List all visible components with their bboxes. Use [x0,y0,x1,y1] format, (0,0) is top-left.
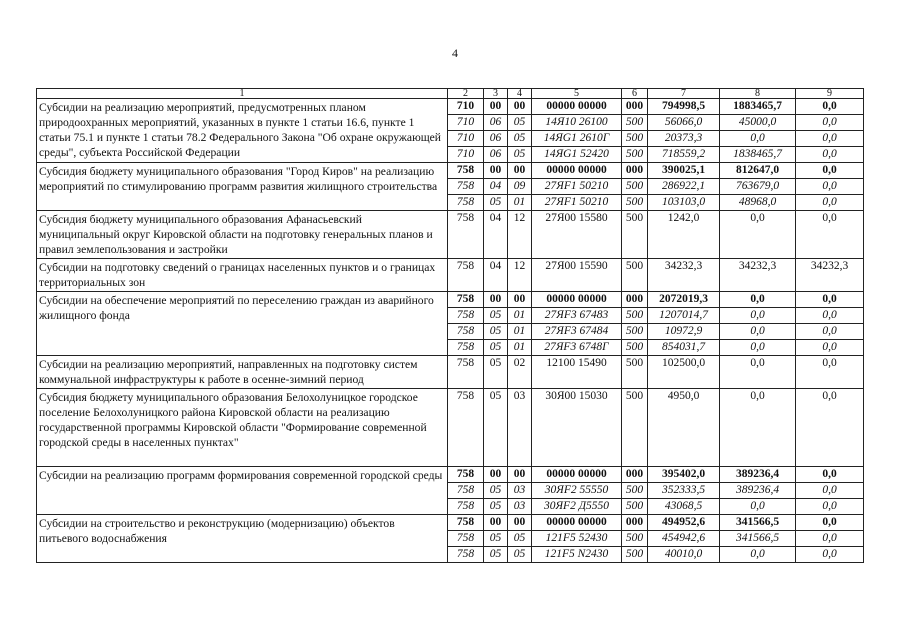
row-cell: 352333,5 [648,483,720,499]
row-cell: 0,0 [796,499,864,515]
row-cell: 000 [622,515,648,531]
row-cell: 2072019,3 [648,292,720,308]
row-cell: 763679,0 [720,179,796,195]
row-cell: 00 [508,163,532,179]
row-cell: 500 [622,324,648,340]
row-cell: 1242,0 [648,211,720,259]
row-cell: 04 [484,259,508,292]
row-cell: 0,0 [720,292,796,308]
row-cell: 12100 15490 [532,356,622,389]
row-cell: 05 [508,531,532,547]
row-cell: 06 [484,131,508,147]
row-cell: 4950,0 [648,389,720,467]
row-cell: 05 [484,356,508,389]
row-cell: 758 [448,483,484,499]
row-cell: 14ЯG1 2610Г [532,131,622,147]
row-cell: 710 [448,99,484,115]
row-cell: 00 [508,467,532,483]
header-cell: 1 [37,89,448,99]
row-cell: 341566,5 [720,515,796,531]
row-cell: 500 [622,259,648,292]
row-cell: 0,0 [796,531,864,547]
row-cell: 500 [622,195,648,211]
row-cell: 0,0 [796,163,864,179]
row-cell: 389236,4 [720,483,796,499]
row-cell: 0,0 [796,515,864,531]
row-cell: 05 [484,531,508,547]
row-cell: 0,0 [796,211,864,259]
row-cell: 0,0 [796,467,864,483]
row-cell: 758 [448,259,484,292]
row-cell: 758 [448,308,484,324]
row-cell: 05 [484,483,508,499]
row-cell: 500 [622,531,648,547]
row-cell: 389236,4 [720,467,796,483]
row-cell: 00 [508,515,532,531]
row-cell: 500 [622,547,648,563]
row-cell: 05 [484,195,508,211]
table-row [37,356,864,389]
row-cell: 758 [448,356,484,389]
row-cell: 500 [622,131,648,147]
row-cell: 0,0 [796,99,864,115]
row-cell: 341566,5 [720,531,796,547]
row-cell: 03 [508,483,532,499]
row-cell: 00000 00000 [532,163,622,179]
row-cell: 121F5 52430 [532,531,622,547]
row-cell: 30Я00 15030 [532,389,622,467]
row-cell: 0,0 [720,340,796,356]
row-cell: 34232,3 [796,259,864,292]
row-cell: 30ЯF2 55550 [532,483,622,499]
row-description: Субсидии на реализацию программ формирования современной городской среды [37,467,448,515]
row-cell: 00000 00000 [532,99,622,115]
row-cell: 758 [448,163,484,179]
row-cell: 710 [448,115,484,131]
row-cell: 0,0 [796,483,864,499]
header-cell: 6 [622,89,648,99]
row-cell: 14Я10 26100 [532,115,622,131]
row-cell: 794998,5 [648,99,720,115]
row-cell: 27Я00 15590 [532,259,622,292]
row-cell: 0,0 [796,340,864,356]
header-cell: 4 [508,89,532,99]
row-cell: 500 [622,356,648,389]
row-description: Субсидии на подготовку сведений о границах населенных пунктов и о границах территориальных зон [37,259,448,292]
row-cell: 12 [508,211,532,259]
row-cell: 05 [508,131,532,147]
row-cell: 27ЯF1 50210 [532,195,622,211]
table-row [37,99,864,115]
row-cell: 718559,2 [648,147,720,163]
row-cell: 0,0 [796,131,864,147]
row-cell: 00000 00000 [532,292,622,308]
row-description: Субсидии на реализацию мероприятий, предусмотренных планом природоохранных мероприятий, указанных в пункте 1 статьи 16.6, пункте 1 статьи 75.1 и пункте 1 статьи 78.2 Федерального Закона "Об охране окружающей среды", субъекта Российской Федерации [37,99,448,163]
row-cell: 758 [448,292,484,308]
page-number: 4 [452,46,458,60]
row-cell: 500 [622,308,648,324]
row-cell: 05 [484,499,508,515]
row-cell: 01 [508,340,532,356]
table-body [37,89,864,563]
row-cell: 102500,0 [648,356,720,389]
row-cell: 20373,3 [648,131,720,147]
row-cell: 30ЯF2 Д5550 [532,499,622,515]
row-cell: 812647,0 [720,163,796,179]
row-cell: 0,0 [720,389,796,467]
row-cell: 00 [484,163,508,179]
row-cell: 0,0 [796,389,864,467]
row-cell: 01 [508,308,532,324]
table-row [37,259,864,292]
row-cell: 56066,0 [648,115,720,131]
row-cell: 00 [484,467,508,483]
row-cell: 1883465,7 [720,99,796,115]
row-cell: 758 [448,547,484,563]
row-cell: 286922,1 [648,179,720,195]
budget-table [36,88,864,563]
row-cell: 14ЯG1 52420 [532,147,622,163]
table-row [37,163,864,179]
row-cell: 05 [508,115,532,131]
row-description: Субсидии на обеспечение мероприятий по переселению граждан из аварийного жилищного фонда [37,292,448,356]
row-cell: 758 [448,211,484,259]
row-cell: 758 [448,179,484,195]
row-cell: 04 [484,179,508,195]
row-cell: 00 [484,99,508,115]
row-cell: 0,0 [796,324,864,340]
row-cell: 00 [508,99,532,115]
row-cell: 00000 00000 [532,467,622,483]
header-cell: 2 [448,89,484,99]
row-description: Субсидия бюджету муниципального образования Афанасьевский муниципальный округ Кировской области на подготовку генеральных планов и правил землепользования и застройки [37,211,448,259]
row-cell: 758 [448,467,484,483]
row-cell: 0,0 [796,292,864,308]
row-cell: 500 [622,483,648,499]
row-description: Субсидии на реализацию мероприятий, направленных на подготовку систем коммунальной инфраструктуры к работе в осенне-зимний период [37,356,448,389]
row-cell: 500 [622,115,648,131]
row-cell: 0,0 [720,356,796,389]
row-cell: 09 [508,179,532,195]
row-cell: 0,0 [720,131,796,147]
row-cell: 00 [484,515,508,531]
row-cell: 395402,0 [648,467,720,483]
row-cell: 34232,3 [648,259,720,292]
row-cell: 500 [622,340,648,356]
row-cell: 0,0 [796,115,864,131]
row-cell: 45000,0 [720,115,796,131]
row-description: Субсидия бюджету муниципального образования Белохолуницкое городское поселение Белохолуницкого района Кировской области на реализацию государственной программы Кировской области "Формирование современной городской среды в населенных пунктах" [37,389,448,467]
row-cell: 06 [484,115,508,131]
row-cell: 34232,3 [720,259,796,292]
row-cell: 27ЯF1 50210 [532,179,622,195]
row-cell: 48968,0 [720,195,796,211]
row-cell: 0,0 [720,499,796,515]
header-cell: 8 [720,89,796,99]
row-cell: 12 [508,259,532,292]
row-cell: 0,0 [720,547,796,563]
row-cell: 27ЯF3 6748Г [532,340,622,356]
table-row [37,515,864,531]
row-cell: 27Я00 15580 [532,211,622,259]
row-cell: 854031,7 [648,340,720,356]
row-cell: 121F5 N2430 [532,547,622,563]
row-cell: 500 [622,499,648,515]
row-cell: 05 [508,547,532,563]
row-cell: 000 [622,99,648,115]
row-cell: 0,0 [720,211,796,259]
row-cell: 710 [448,147,484,163]
row-cell: 10972,9 [648,324,720,340]
row-description: Субсидии на строительство и реконструкцию (модернизацию) объектов питьевого водоснабжения [37,515,448,563]
row-cell: 500 [622,147,648,163]
row-cell: 27ЯF3 67484 [532,324,622,340]
row-cell: 06 [484,147,508,163]
row-cell: 05 [508,147,532,163]
table-row [37,389,864,467]
row-cell: 500 [622,179,648,195]
row-cell: 758 [448,340,484,356]
row-cell: 02 [508,356,532,389]
row-cell: 0,0 [796,547,864,563]
row-cell: 0,0 [796,147,864,163]
header-cell: 9 [796,89,864,99]
row-cell: 103103,0 [648,195,720,211]
row-cell: 0,0 [796,356,864,389]
row-cell: 000 [622,467,648,483]
row-cell: 758 [448,324,484,340]
row-cell: 01 [508,324,532,340]
table-row [37,211,864,259]
row-cell: 758 [448,499,484,515]
row-cell: 494952,6 [648,515,720,531]
row-cell: 1207014,7 [648,308,720,324]
row-cell: 0,0 [796,195,864,211]
header-cell: 7 [648,89,720,99]
row-cell: 05 [484,340,508,356]
row-cell: 05 [484,324,508,340]
row-cell: 1838465,7 [720,147,796,163]
table-row [37,292,864,308]
row-cell: 758 [448,531,484,547]
row-description: Субсидия бюджету муниципального образования "Город Киров" на реализацию мероприятий по стимулированию программ развития жилищного строительства [37,163,448,211]
row-cell: 01 [508,195,532,211]
row-cell: 0,0 [796,308,864,324]
row-cell: 05 [484,308,508,324]
row-cell: 710 [448,131,484,147]
header-cell: 3 [484,89,508,99]
row-cell: 000 [622,292,648,308]
header-row [37,89,864,99]
row-cell: 03 [508,389,532,467]
row-cell: 00000 00000 [532,515,622,531]
row-cell: 0,0 [720,324,796,340]
row-cell: 758 [448,195,484,211]
row-cell: 500 [622,389,648,467]
row-cell: 454942,6 [648,531,720,547]
row-cell: 00 [484,292,508,308]
row-cell: 05 [484,547,508,563]
row-cell: 000 [622,163,648,179]
row-cell: 27ЯF3 67483 [532,308,622,324]
row-cell: 43068,5 [648,499,720,515]
row-cell: 0,0 [720,308,796,324]
row-cell: 758 [448,515,484,531]
header-cell: 5 [532,89,622,99]
row-cell: 390025,1 [648,163,720,179]
row-cell: 758 [448,389,484,467]
row-cell: 03 [508,499,532,515]
table-row [37,467,864,483]
row-cell: 04 [484,211,508,259]
row-cell: 05 [484,389,508,467]
row-cell: 500 [622,211,648,259]
row-cell: 00 [508,292,532,308]
row-cell: 0,0 [796,179,864,195]
row-cell: 40010,0 [648,547,720,563]
